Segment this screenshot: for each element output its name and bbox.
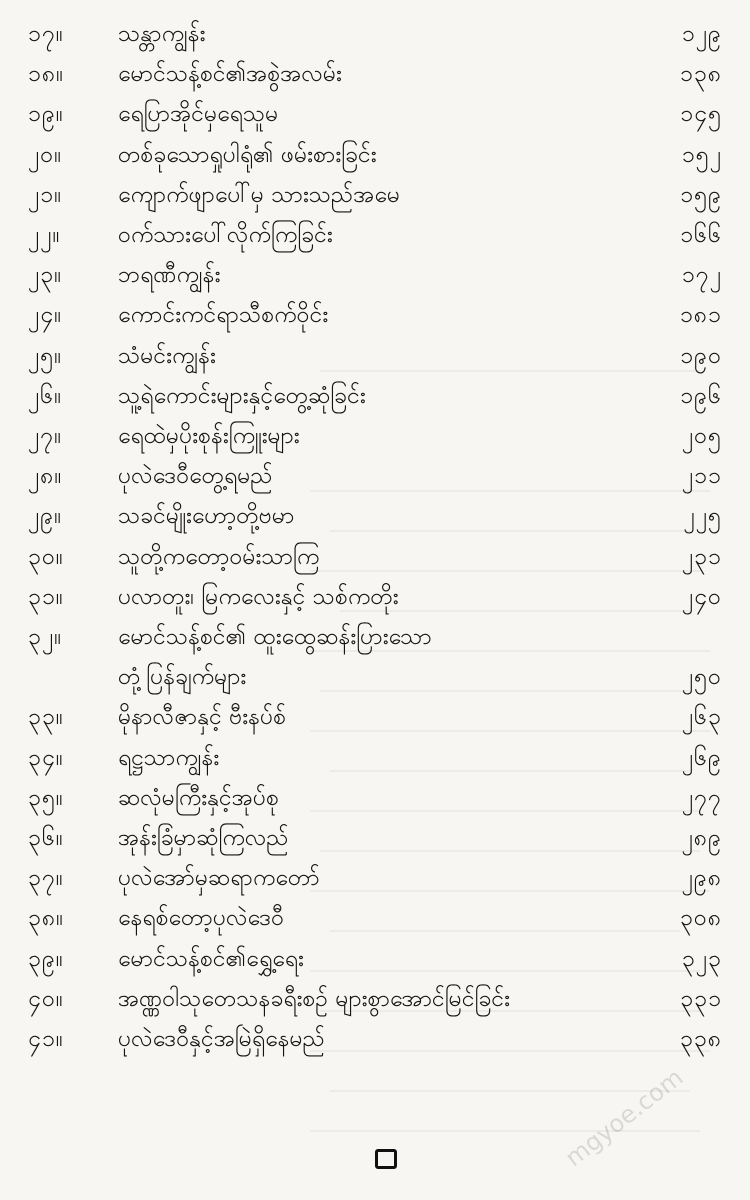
page-number: ၁၅၉ — [680, 181, 722, 208]
toc-entry — [0, 898, 750, 938]
chapter-title: အုန်းခြံမှာဆုံကြလည် — [118, 825, 289, 851]
chapter-number: ၂၂။ — [28, 222, 61, 248]
toc-entry — [0, 416, 750, 456]
chapter-number: ၃၃။ — [28, 704, 64, 731]
toc-entry — [0, 456, 750, 496]
page-number: ၁၇၂ — [681, 262, 722, 289]
page-number: ၁၂၉ — [681, 21, 722, 47]
chapter-title: ရဋ္ဌသာကျွန်း — [118, 744, 220, 771]
chapter-number: ၂၇။ — [28, 423, 63, 449]
page-number: ၂၂၅ — [683, 503, 722, 530]
toc-entry — [0, 818, 750, 858]
page-number: ၂၈၉ — [681, 825, 722, 851]
page-number: ၁၆၆ — [680, 222, 722, 248]
chapter-number: ၁၇။ — [28, 21, 64, 47]
chapter-title: မောင်သန့်စင်၏ ထူးထွေဆန်းပြားသော — [118, 624, 432, 650]
page-number: ၃၀၈ — [679, 905, 722, 932]
toc-entry — [0, 858, 750, 898]
chapter-number: ၃၀။ — [28, 543, 64, 570]
toc-entry — [0, 135, 750, 175]
chapter-number: ၃၈။ — [28, 905, 65, 932]
chapter-title: အဏ္ဏဝါသုတေသနခရီးစဉ် များစွာအောင်မြင်ခြင်း — [118, 985, 510, 1012]
page-number: ၂၅၀ — [681, 664, 722, 691]
page-number: ၁၅၂ — [681, 141, 722, 168]
chapter-number: ၄၀။ — [28, 985, 64, 1012]
toc-entry — [0, 979, 750, 1019]
toc-entry — [0, 939, 750, 979]
chapter-title: ဆလုံမကြီးနှင့်အုပ်စု — [118, 784, 279, 811]
chapter-title: ဘရဏီကျွန်း — [118, 262, 221, 289]
chapter-title: မောင်သန့်စင်၏အစွဲအလမ်း — [118, 61, 342, 88]
toc-entry — [0, 657, 750, 697]
chapter-title: သန္တာကျွန်း — [118, 21, 206, 47]
chapter-title: ပုလဲဒေဝီတွေ့ရမည် — [118, 463, 273, 490]
chapter-title: နေရစ်တော့ပုလဲဒေဝီ — [118, 905, 285, 932]
square-outline-icon — [375, 1149, 397, 1169]
page-number: ၁၈၁ — [679, 302, 722, 329]
toc-entry — [0, 778, 750, 818]
page-number: ၂၆၃ — [681, 704, 722, 731]
watermark: mgyoe.com — [560, 1063, 689, 1173]
chapter-number: ၂၄။ — [28, 302, 63, 329]
chapter-number: ၂၉။ — [28, 503, 63, 530]
chapter-number: ၂၀။ — [28, 141, 63, 168]
chapter-title: ရေထဲမှပိုးစုန်းကြူးများ — [118, 423, 300, 449]
page-number: ၂၁၁ — [681, 463, 722, 490]
chapter-title: မောင်သန့်စင်၏ရွှေ့ရေး — [118, 945, 304, 972]
chapter-number: ၁၈။ — [28, 61, 65, 88]
page-number: ၂၇၇ — [681, 784, 722, 811]
toc-entry — [0, 94, 750, 134]
chapter-number: ၁၉။ — [28, 101, 64, 128]
chapter-number: ၃၇။ — [28, 865, 64, 892]
toc-entry — [0, 336, 750, 376]
toc-entry — [0, 54, 750, 94]
page-number: ၂၄၀ — [681, 583, 722, 610]
page-number: ၂၆၉ — [681, 744, 722, 771]
chapter-title: ရေပြာအိုင်မှရေသူမ — [118, 101, 279, 128]
page-number: ၁၄၅ — [680, 101, 722, 128]
chapter-title: တစ်ခုသောရှုပါရုံ၏ ဖမ်းစားခြင်း — [118, 141, 377, 168]
chapter-number: ၂၆။ — [28, 382, 63, 409]
chapter-title: ဝက်သားပေါ်လိုက်ကြခြင်း — [118, 222, 333, 248]
toc-entry — [0, 175, 750, 215]
toc-entry — [0, 215, 750, 255]
chapter-title: သံမင်းကျွန်း — [118, 342, 216, 369]
toc-entry — [0, 1019, 750, 1059]
chapter-number: ၃၄။ — [28, 744, 64, 771]
chapter-title: တုံ့ပြန်ချက်များ — [118, 664, 247, 691]
toc-entry — [0, 577, 750, 617]
page-number: ၁၉၆ — [680, 382, 722, 409]
toc-entry — [0, 738, 750, 778]
chapter-title: ပလာတူး၊ မြကလေးနှင့် သစ်ကတိုး — [118, 583, 399, 610]
page-number: ၁၉၀ — [680, 342, 722, 369]
toc-entry — [0, 14, 750, 54]
chapter-number: ၂၃။ — [28, 262, 63, 289]
chapter-title: ကျောက်ဖျာပေါ်မှ သားသည်အမေ — [118, 181, 401, 208]
toc-entry — [0, 255, 750, 295]
chapter-title: ပုလဲဒေဝီနှင့်အမြဲရှိနေမည် — [118, 1026, 325, 1052]
toc-entry — [0, 295, 750, 335]
chapter-number: ၃၁။ — [28, 583, 64, 610]
toc-entry — [0, 697, 750, 737]
chapter-number: ၃၆။ — [28, 825, 64, 851]
chapter-number: ၄၁။ — [28, 1026, 64, 1052]
toc-entry — [0, 496, 750, 536]
page-number: ၂၀၅ — [681, 423, 722, 449]
chapter-number: ၂၅။ — [28, 342, 63, 369]
chapter-number: ၂၈။ — [28, 463, 63, 490]
chapter-title: သူတို့ကတော့ဝမ်းသာကြ — [118, 543, 320, 570]
page-number: ၂၃၁ — [681, 543, 722, 570]
toc-entry — [0, 376, 750, 416]
toc-entry — [0, 617, 750, 657]
page-number: ၃၃၁ — [680, 985, 722, 1012]
chapter-title: ကောင်းကင်ရာသီစက်ဝိုင်း — [118, 302, 329, 329]
chapter-number: ၂၁။ — [28, 181, 63, 208]
chapter-title: သူ့ရဲကောင်းများနှင့်တွေ့ဆုံခြင်း — [118, 382, 366, 409]
chapter-number: ၃၅။ — [28, 784, 64, 811]
chapter-number: ၃၂။ — [28, 624, 63, 650]
toc-entry — [0, 537, 750, 577]
chapter-title: ပုလဲအော်မှဆရာကတော် — [118, 865, 320, 892]
page-number: ၁၃၈ — [679, 61, 722, 88]
chapter-title: မိုနာလီဇာနှင့် ဗီးနပ်စ် — [118, 704, 287, 731]
page-number: ၃၂၃ — [681, 945, 722, 972]
chapter-title: သခင်မျိုးဟော့တို့ဗမာ — [118, 503, 295, 530]
chapter-number: ၃၉။ — [28, 945, 64, 972]
page-number: ၂၉၈ — [681, 865, 722, 892]
page-number: ၃၃၈ — [679, 1026, 722, 1052]
